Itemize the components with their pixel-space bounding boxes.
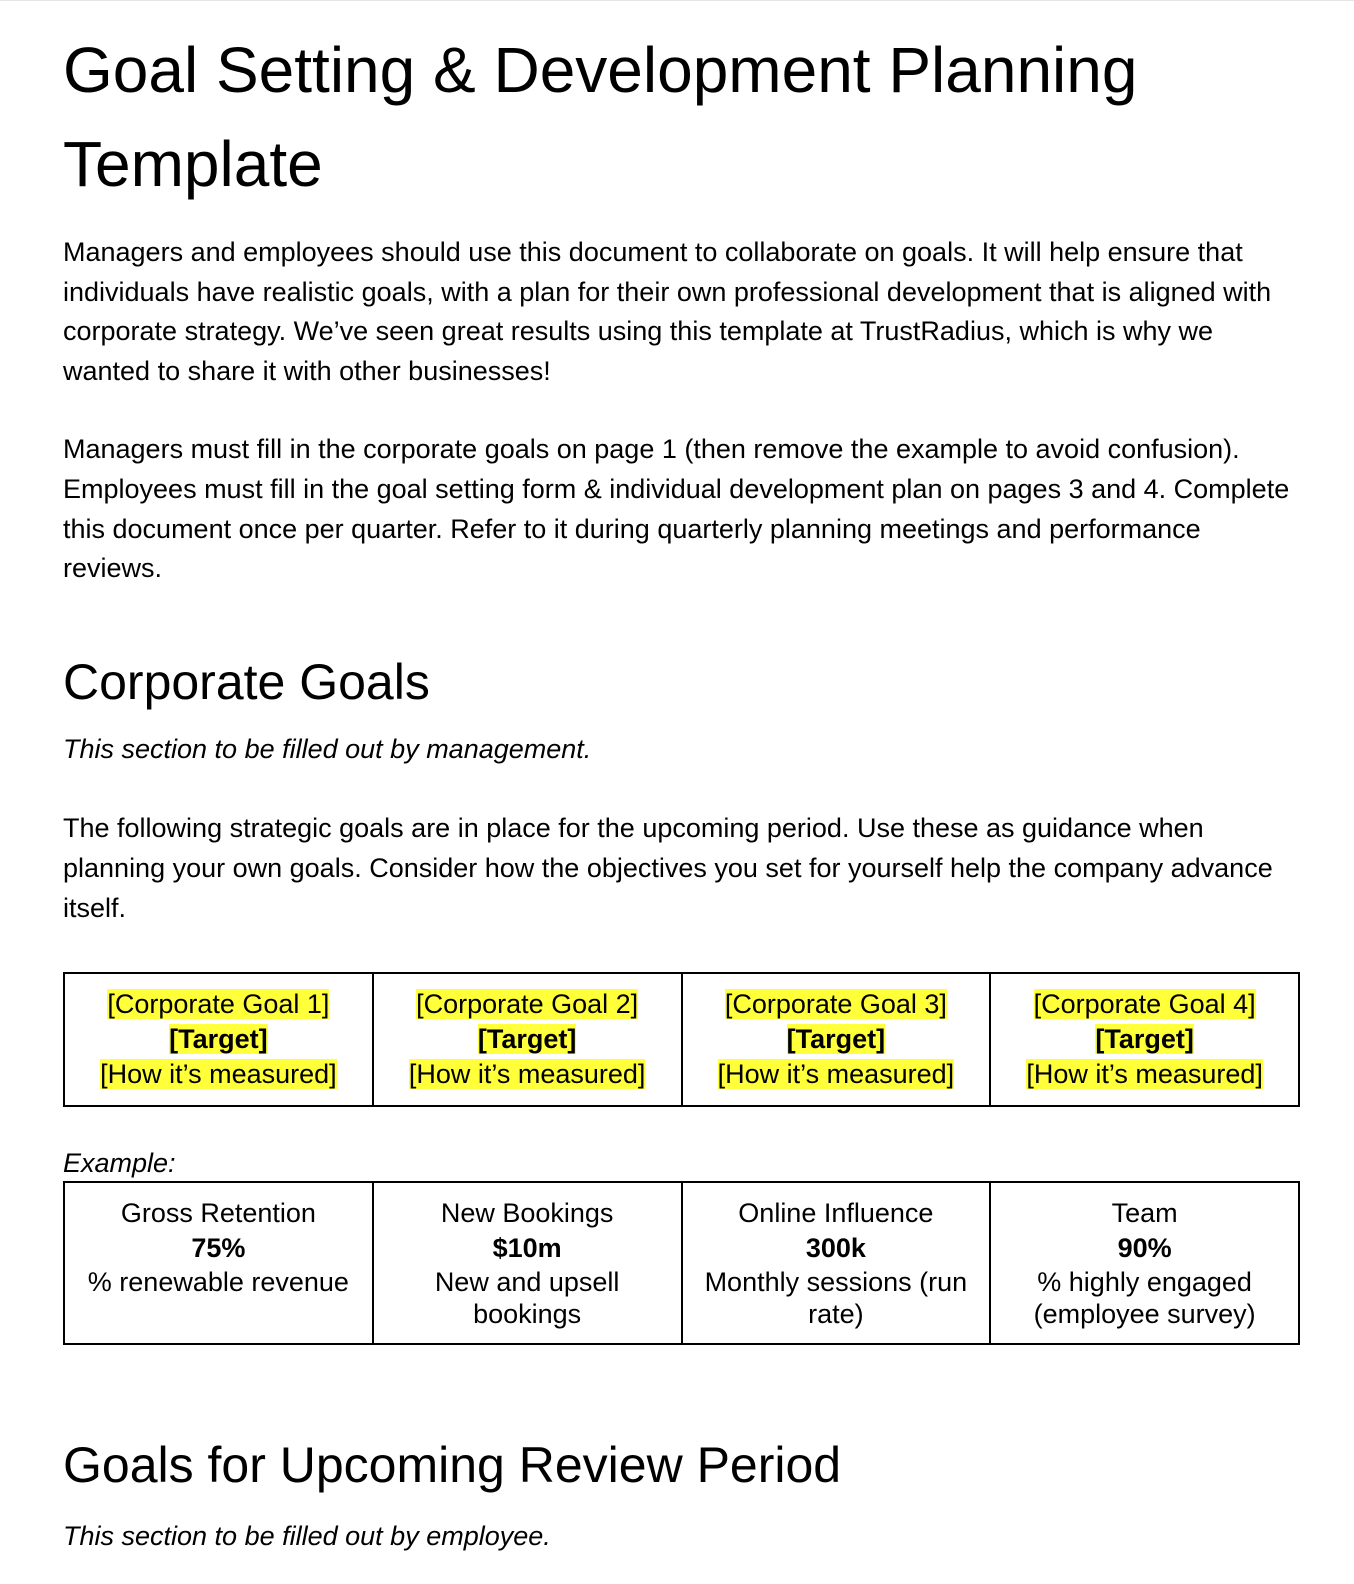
example-goal-cell-1: [64, 1182, 373, 1344]
example-goal-cell-3: [682, 1182, 991, 1344]
example-goal-cell-4: [990, 1182, 1299, 1344]
target-placeholder: [Target]: [477, 1024, 577, 1055]
goal-placeholder: [Corporate Goal 4]: [1033, 989, 1256, 1020]
measure-placeholder: [How it’s measured]: [100, 1059, 337, 1090]
example-goal-cell-2: [373, 1182, 682, 1344]
corporate-goal-cell-1[interactable]: [64, 973, 373, 1106]
example-goal-target: $10m: [492, 1233, 562, 1264]
measure-placeholder: [How it’s measured]: [408, 1059, 646, 1090]
example-goal-target: 75%: [191, 1233, 246, 1264]
example-goal-name: Online Influence: [738, 1198, 934, 1229]
corporate-goal-cell-2[interactable]: [373, 973, 682, 1106]
measure-placeholder: [How it’s measured]: [717, 1059, 955, 1090]
example-label: Example:: [63, 1148, 176, 1179]
target-placeholder: [Target]: [169, 1024, 268, 1055]
intro-paragraph-1: Managers and employees should use this document to collaborate on goals. It will help ensure that individuals have realistic goals, with a plan for their own professional development that is aligned with corporate strategy. We’ve seen great results using this template at TrustRadius, which is why we wanted to share it with other businesses!: [63, 237, 1272, 386]
target-placeholder: [Target]: [1095, 1024, 1194, 1055]
corporate-goals-example-table: [63, 1181, 1300, 1345]
example-goal-target: 300k: [805, 1233, 866, 1264]
target-placeholder: [Target]: [786, 1024, 886, 1055]
example-goal-measure: % highly engaged (employee survey): [1033, 1267, 1256, 1330]
corporate-goal-cell-3[interactable]: [682, 973, 991, 1106]
example-goal-name: Team: [1111, 1198, 1178, 1229]
review-period-note: This section to be filled out by employee.: [63, 1521, 551, 1552]
review-period-heading: Goals for Upcoming Review Period: [63, 1437, 842, 1494]
corporate-goals-template-table: [63, 972, 1300, 1107]
example-goal-name: Gross Retention: [120, 1198, 316, 1229]
measure-placeholder: [How it’s measured]: [1026, 1059, 1263, 1090]
example-goal-name: New Bookings: [440, 1198, 614, 1229]
example-goal-target: 90%: [1117, 1233, 1172, 1264]
example-goal-measure: Monthly sessions (run rate): [704, 1267, 968, 1330]
example-goal-measure: % renewable revenue: [87, 1267, 349, 1298]
goal-placeholder: [Corporate Goal 1]: [107, 989, 330, 1020]
goal-placeholder: [Corporate Goal 3]: [724, 989, 947, 1020]
table-row: [64, 973, 1299, 1106]
corporate-goal-cell-4[interactable]: [990, 973, 1299, 1106]
example-goal-measure: New and upsell bookings: [434, 1267, 620, 1330]
document-title: Goal Setting & Development Planning Template: [63, 34, 1138, 200]
corporate-goals-note: This section to be filled out by management.: [63, 733, 592, 764]
table-row: [64, 1182, 1299, 1344]
goal-placeholder: [Corporate Goal 2]: [416, 989, 639, 1020]
corporate-goals-heading: Corporate Goals: [63, 653, 430, 710]
intro-paragraph-2: Managers must fill in the corporate goals on page 1 (then remove the example to avoid confusion). Employees must fill in the goal setting form & individual development plan on pages 3 and 4. Complete this document once per quarter. Refer to it during quarterly planning meetings and performance reviews.: [63, 434, 1290, 584]
corporate-goals-description: The following strategic goals are in place for the upcoming period. Use these as guidance when planning your own goals. Consider how the objectives you set for yourself help the company advance itself.: [63, 813, 1273, 923]
